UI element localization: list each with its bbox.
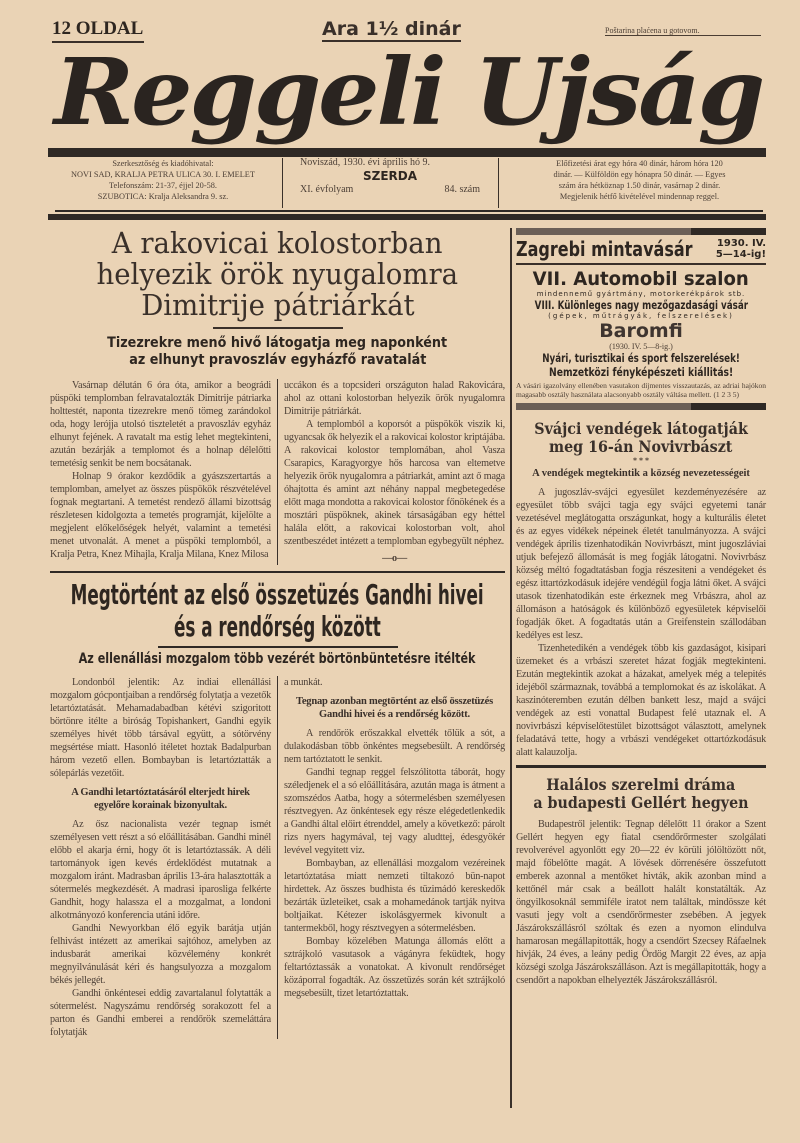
office-info	[50, 158, 276, 202]
article-swiss-guests	[516, 420, 766, 759]
paragraph: Holnap 9 órakor kezdődik a gyászszertartás a templomban, amelyet az összes püspökök részvételével fognak megtartani. A temetést rendező állami bizottság részletesen kidolgozta a temetés programját, kijelölte a megjelent előkelőségek helyét, valamint a temetési menet utvonalát. A menet a püspöki templomból, a Kralja Petra, Knez Mihajla, Kralja Milana, Knez Milosa	[50, 471, 271, 560]
paragraph: Budapestről jelentik: Tegnap délelőtt 11 órakor a Szent Gellért hegyen egy fiatal csendőrőrmester szolgálati revolverével agyonlőtt egy 20—22 év körüli jólöltözött nőt, majd főbelőtte magát. A lövések dörrenésére összefutott emberek azonnal a mentőket hivták, akik azonban mind a kettőnél már csak a beállott halált konstatálták. Az öngyilkosoknál semmiféle iratot nem találtak, mindössze két vasuti jegy volt a csendőrőrmester zsebében. A jegyek Jászárokszállásról szóltak és ezen a nyomon elindulva hamarosan megállapitották, hogy a csendőrt Szecsey Ráfaelnek hivják, 24 éves, a leány pedig Ördög Margit 22 éves, az apja községi szolga Jászárokszálláson. Azt is megállapitották, hogy a csendőrt a napokban elhelyezték Jászárokszállásról.	[516, 819, 766, 986]
subscription-info	[512, 158, 767, 202]
paragraph: Gandhi önkéntesei eddig zavartalanul folytatták a sótermelést. Nagyszámu rendőrség sorakozott fel a parton és Gandhi emberei a rendőrök szemeláttára folytatják	[50, 988, 271, 1038]
article-column	[50, 379, 271, 565]
office-line: NOVI SAD, KRALJA PETRA ULICA 30. I. EMELET	[71, 170, 255, 179]
paragraph: Tizenhetedikén a vendégek több kis gazdaságot, kisipari üzemeket és a vrbászi szeretet házat fogják megtekinteni. Ezután megtekintik azokat a házakat, amelyek még a telepités idejéből származnak, továbbá a templomokat és az iskolákat. A kaszinóteremben ezután délben bankett lesz, majd a svájci vendégek az esti vonattal Budapest felé utaznak el. A novivrbászi képviselőtestület bizottságot választott, amelynek feladatává tette, hogy a vrbászi vendégeket ottartózkodásuk alatt kalauzolja.	[516, 643, 766, 758]
headline-line: helyezik örök nyugalomra	[96, 257, 459, 291]
paragraph: Londonból jelentik: Az indiai ellenállási mozgalom gócpontjaiban a rendőrség folytatja a vezetők letartóztatását. Mehamadabadban kétévi szigoritott börtönre itélte a biróság Topishankert, Gandhi egyik személyes hivét több társával együtt, a sótörvény megsértése miatt. Hasonló itéletet hoztak Badalpurban három vezető ellen. Bombayban is letartóztatták a sólepárlás vezetőit.	[50, 677, 271, 779]
rule	[158, 646, 398, 648]
masthead-rule	[48, 148, 766, 157]
advertisement-zagreb-fair	[516, 228, 766, 410]
office-line: SZUBOTICA: Kralja Aleksandra 9. sz.	[97, 192, 229, 201]
subscription-line: dinár. — Külföldön egy hónapra 50 dinár. — Egyes	[553, 170, 726, 179]
paragraph: Vasárnap délután 6 óra óta, amikor a beográdi püspöki templomban felravatalozták Dimitrije pátriarka holttestét, naponta tizezrekre menő tömeg zarándokol oda, hogy lerójja utolsó tiszteletét a pravoszláv egyház elhunyt fejének. A ravatalt ma estig lehet megtekinteni, azután bezárják a templomot és a holnap délelőtti temetésig senkit be nem bocsátanak.	[50, 380, 271, 469]
headline	[50, 579, 505, 643]
office-line: Telefonszám: 21-37, éjjel 20-58.	[109, 181, 217, 190]
rule	[516, 403, 766, 410]
article-column	[284, 676, 505, 1039]
issue-info	[300, 157, 480, 195]
rule	[55, 210, 763, 212]
issue-date: Noviszád, 1930. évi április hó 9.	[300, 157, 430, 168]
ad-line-sub: mindennemű gyártmány, motorkerékpárok stb.	[536, 290, 746, 298]
paragraph: Gandhi tegnap reggel felszólitotta táborát, hogy széledjenek el a só előállitására, azután maga is átment a szomszédos Aatba, hogy a sótermelésben személyesen résztvegyen. Az önkéntesek egy része elégedetlenkedik a Gandhi által előirt étrenddel, amely a következő: párolt rizs nyers hagymával, tej vagy aludttej, édesgyökér levével vegyitett viz.	[284, 767, 505, 856]
paragraph: uccákon és a topcsideri országuton halad Rakovicára, ahol az ottani kolostorban helyezik örök nyugalomra Dimitrije pátriárkát.	[284, 380, 505, 417]
rule	[50, 571, 505, 573]
article-gandhi	[50, 579, 505, 1039]
headline-line: a budapesti Gellért hegyen	[533, 793, 749, 812]
paragraph: Az ősz nacionalista vezér tegnap ismét személyesen vett részt a só előállitásában. Gandhi minél előbb el akarja érni, hogy őt is letartóztassák. A déli tartományok igen kevés érdeklődést mutatnak a mozgalom iránt. Madrasban április 13-ára halasztották a sótermelés megkezdését. A madrasi iparosliga felkérte Gandhit, hogy halassza el a mozgalmat, a londoni alkotmányozó konferencia utáni időre.	[50, 819, 271, 921]
masthead-title: Reggeli Ujság	[53, 38, 763, 146]
rule	[516, 228, 766, 235]
headline-line: és a rendőrség között	[174, 610, 381, 643]
subheadline-line: az elhunyt pravoszláv egyházfő ravatalát	[128, 352, 427, 368]
paragraph: Gandhi Newyorkban élő egyik barátja utján felhivást intézett az amerikai sajtóhoz, amelyben az indusbarát amerikai közvélemény konkrét megnyilvánulását kéri és hangsulyozza a mozgalom békés jellegét.	[50, 923, 271, 986]
left-area	[50, 228, 505, 1039]
subscription-line: Előfizetési árat egy hóra 40 dinár, három hóra 120	[556, 159, 723, 168]
headline	[516, 420, 766, 456]
subheadline: A vendégek megtekintik a község nevezetességeit	[532, 468, 750, 479]
headline-line: Halálos szerelmi dráma	[546, 775, 736, 794]
ad-line: Nyári, turisztikai és sport felszerelések!	[542, 351, 740, 365]
divider	[277, 379, 278, 565]
headline	[516, 776, 766, 812]
headline-line: Dimitrije pátriárkát	[140, 288, 415, 322]
subscription-line: szám ára hétköznap 1.50 dinár, vasárnap 2 dinár.	[558, 181, 721, 190]
paragraph: Bombayban, az ellenállási mozgalom vezéreinek letartóztatása miatt nemzeti tiltakozó bün-napot hirdettek. Az összes budhista és tüzimádó kereskedők bezárták üzleteiket, csak a mohamedánok tartják nyitva boltjaikat. Kétezer iskolásgyermek kivonult a tantermekből, hogy résztvegyen a sótermelésben.	[284, 858, 505, 934]
headline-line: A rakovicai kolostorban	[112, 226, 443, 260]
issue-day: SZERDA	[362, 169, 418, 183]
subscription-line: Megjelenik hétfő kivételével mindennap reggel.	[559, 192, 720, 201]
ad-date: 5—14-ig!	[715, 249, 766, 260]
rule	[213, 327, 343, 329]
page-number: 12 OLDAL	[52, 18, 144, 43]
headline	[50, 228, 505, 321]
volume: XI. évfolyam	[300, 184, 354, 195]
divider	[282, 158, 283, 208]
paragraph: A rendőrök erőszakkal elvették tőlük a sót, a dulakodásban több önkéntes megsebesült. A rendőrség nem tartóztatott le senkit.	[284, 728, 505, 765]
ad-code: (1 2 3 5)	[713, 390, 740, 399]
ad-date: 1930. IV.	[716, 238, 766, 249]
subheadline-text: Az ellenállási mozgalom több vezérét börtönbüntetésre itélték	[79, 651, 476, 667]
ad-title: Zagrebi mintavásár	[516, 237, 693, 261]
ad-line-sub: (1930. IV. 5—8-ig.)	[609, 342, 673, 351]
section-subhead: Tegnap azonban megtörtént az első összetüzés Gandhi hivei és a rendőrség között.	[295, 696, 493, 720]
headline-line: Svájci vendégek látogatják	[534, 419, 748, 438]
paragraph: a munkát.	[284, 677, 323, 688]
ad-line: VII. Automobil szalon	[532, 268, 750, 290]
headline-line: meg 16-án Novivrbászt	[549, 437, 733, 456]
ad-fine-print: A vásári igazolvány ellenében vasutakon díjmentes visszautazás, az adriai hajókon magasabb osztály használata alacsonyabb osztály váltása mellett.	[516, 381, 766, 399]
rule	[48, 214, 766, 220]
ad-line: Nemzetközi fényképészeti kiállitás!	[548, 365, 734, 379]
divider	[277, 676, 278, 1039]
section-subhead: A Gandhi letartóztatásáról elterjedt hirek egyelőre korainak bizonyultak.	[71, 787, 250, 811]
paragraph: Bombay közelében Matunga állomás előtt a sztrájkoló vasutasok a vágányra feküdtek, hogy feltartóztassák a vonatokat. A kivonult rendőrséget közáporral fogadták. Az összetüzés során két sztrájkoló megsebesült, tizet letartóztattak.	[284, 936, 505, 999]
end-mark: —o—	[382, 553, 407, 564]
office-line: Szerkesztőség és kiadóhivatal:	[112, 159, 214, 168]
issue-number: 84. szám	[444, 184, 480, 195]
paragraph: A jugoszláv-svájci egyesület kezdeményezésére az egyesület több svájci tagja egy svájci egyetemi tanár vezetésével meglátogatta országunkat, hogy a kulturális életet és az egyes vidékek népeinek életét tanulmányozza. A svájci vendégek április tizenhatodikán Novivrbászt, mint jugoszláviai utjuk befejező állomását is meg fogják látogatni. Novivrbász község méltó fogadtatásban fogja részesiteni a vendégeket és egész ittartózkodásuk idejére vendégül fogja látni őket. A svájci utasok tizenhatodikán este érkeznek meg Vrbászra, ahol az állomáson a hatóságok és különböző egyesületek képviselői fogadják őket. A fogadtatás után a Greifenstein szállodában kedélyes est lesz.	[516, 487, 766, 641]
subheadline	[50, 335, 505, 369]
headline-line: Megtörtént az első összetüzés Gandhi hivei	[71, 578, 485, 611]
right-column	[516, 228, 766, 987]
subheadline-line: Tizezrekre menő hivő látogatja meg naponként	[107, 335, 448, 351]
subheadline	[50, 651, 505, 668]
postage-note: Poštarina plaćena u gotovom.	[605, 26, 761, 36]
article-gellert-hill	[516, 776, 766, 987]
divider	[510, 228, 512, 1108]
article-column	[50, 676, 271, 1039]
ad-line-sub: (gépek, műtrágyák, felszerelések)	[548, 312, 734, 320]
price: Ara 1½ dinár	[322, 18, 461, 40]
rule	[516, 765, 766, 768]
article-patriarch	[50, 228, 505, 565]
article-column	[284, 379, 505, 565]
ad-line: VIII. Különleges nagy mezőgazdasági vásár	[534, 298, 748, 312]
paragraph: A templomból a koporsót a püspökök viszik ki, ugyancsak ők helyezik el a rakovicai kolostor kriptájába. A rakovicai kolostor templomában, ahol Vasza Csarapics, Karagyorgye hős harcosa van eltemetve helyezik örök nyugalomra a pátriarkát, amint azt ő maga óhajtotta és amint azt néhány nappal megbetegedése előtt maga mondotta a rakovicai kolostor főnökének és a mosztári püspöknek, akinek társaságában egy héttel halála előtt, a rakovicai kolostorban volt, ahol szentbeszédet intézett a templomban egybegyült néphez.	[284, 419, 505, 547]
ad-line: Baromfi	[599, 320, 683, 342]
divider	[498, 158, 499, 208]
separator-stars: * * *	[633, 456, 649, 465]
